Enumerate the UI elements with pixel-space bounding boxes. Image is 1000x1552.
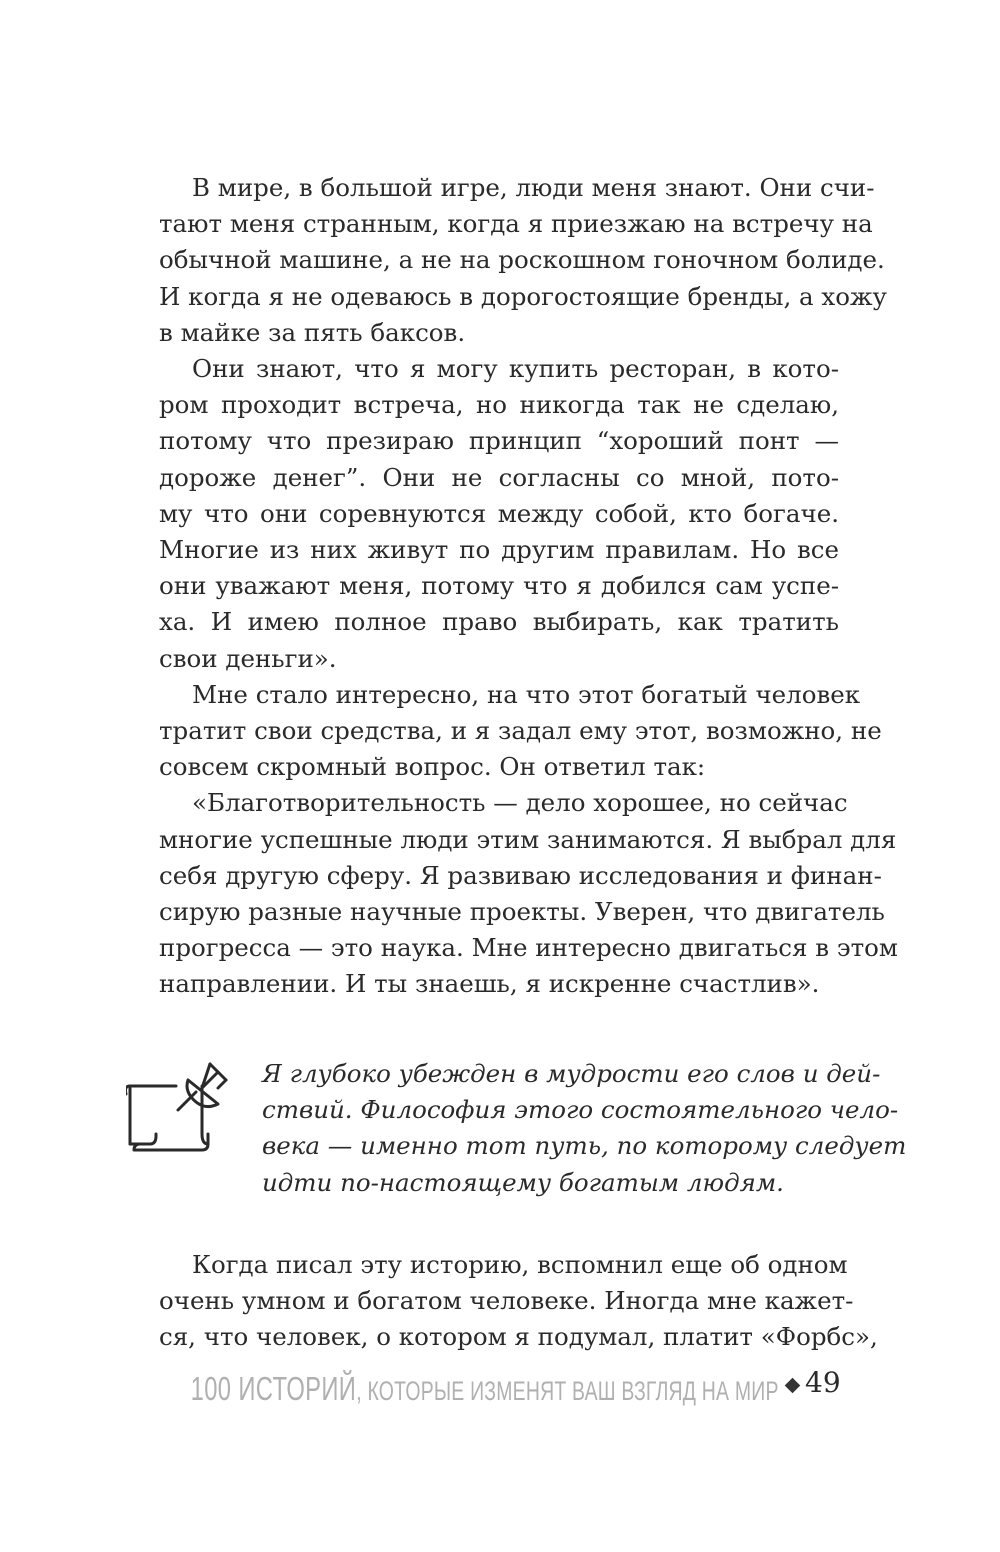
text-line: они уважают меня, потому что я добился сам успе-: [159, 571, 839, 601]
text-line: направлении. И ты знаешь, я искренне счастлив».: [159, 969, 820, 999]
callout-note: [126, 1056, 907, 1216]
text-line: себя другую сферу. Я развиваю исследования и финан-: [159, 860, 882, 890]
text-line: в майке за пять баксов.: [159, 317, 466, 347]
text-line: ся, что человек, о котором я подумал, платит «Форбс»,: [159, 1322, 878, 1352]
text-line: ром проходит встреча, но никогда так не сделаю,: [159, 390, 839, 420]
text-line: Когда писал эту историю, вспомнил еще об одном: [192, 1250, 848, 1279]
text-line: потому что презираю принцип “хороший понт —: [159, 426, 839, 456]
text-line: «Благотворительность — дело хорошее, но сейчас: [192, 788, 848, 818]
text-line: очень умном и богатом человеке. Иногда мне кажет-: [159, 1286, 854, 1316]
note-text: [262, 1056, 907, 1201]
pushpin-scroll-icon: [126, 1056, 234, 1156]
diamond-icon: [785, 1378, 801, 1394]
book-title-main: 100 ИСТОРИЙ: [191, 1370, 357, 1407]
running-footer: [0, 1366, 1000, 1406]
text-line: идти по-настоящему богатым людям.: [262, 1167, 784, 1197]
text-line: ха. И имею полное право выбирать, как тратить: [159, 607, 839, 637]
closing-text: [126, 1247, 878, 1356]
text-line: тратит свои средства, и я задал ему этот, возможно, не: [159, 716, 882, 746]
text-line: Многие из них живут по другим правилам. Но все: [159, 535, 839, 565]
paragraph-3: [126, 677, 882, 786]
text-line: века — именно тот путь, по которому следует: [262, 1131, 907, 1161]
text-line: Мне стало интересно, на что этот богатый человек: [192, 679, 861, 709]
text-line: многие успешные люди этим занимаются. Я выбрал для: [159, 824, 897, 854]
paragraph-4: [126, 785, 898, 1002]
text-line: И когда я не одеваюсь в дорогостоящие бренды, а хожу: [159, 281, 887, 311]
book-title-subtitle: , КОТОРЫЕ ИЗМЕНЯТ ВАШ ВЗГЛЯД НА МИР: [356, 1376, 779, 1406]
text-line: тают меня странным, когда я приезжаю на встречу на: [159, 209, 873, 239]
text-line: му что они соревнуются между собой, кто богаче.: [159, 498, 839, 528]
page-number: 49: [805, 1366, 841, 1399]
text-line: совсем скромный вопрос. Он ответил так:: [159, 752, 706, 782]
text-line: свои деньги».: [159, 643, 337, 673]
text-line: дороже денег”. Они не согласны со мной, пото-: [159, 462, 839, 492]
book-title: [191, 1370, 779, 1408]
paragraph-2: [126, 351, 839, 677]
text-line: ствий. Философия этого состоятельного чело-: [262, 1095, 899, 1125]
paragraph-5: [126, 1247, 878, 1356]
text-line: Я глубоко убежден в мудрости его слов и дей-: [262, 1059, 881, 1088]
text-line: обычной машине, а не на роскошном гоночном болиде.: [159, 245, 885, 275]
text-line: В мире, в большой игре, люди меня знают. Они счи-: [192, 173, 875, 202]
main-text: [126, 170, 898, 1003]
text-line: сирую разные научные проекты. Уверен, что двигатель: [159, 897, 885, 927]
text-line: Они знают, что я могу купить ресторан, в кото-: [192, 354, 839, 384]
paragraph-1: [126, 170, 887, 351]
text-line: прогресса — это наука. Мне интересно двигаться в этом: [159, 933, 898, 963]
